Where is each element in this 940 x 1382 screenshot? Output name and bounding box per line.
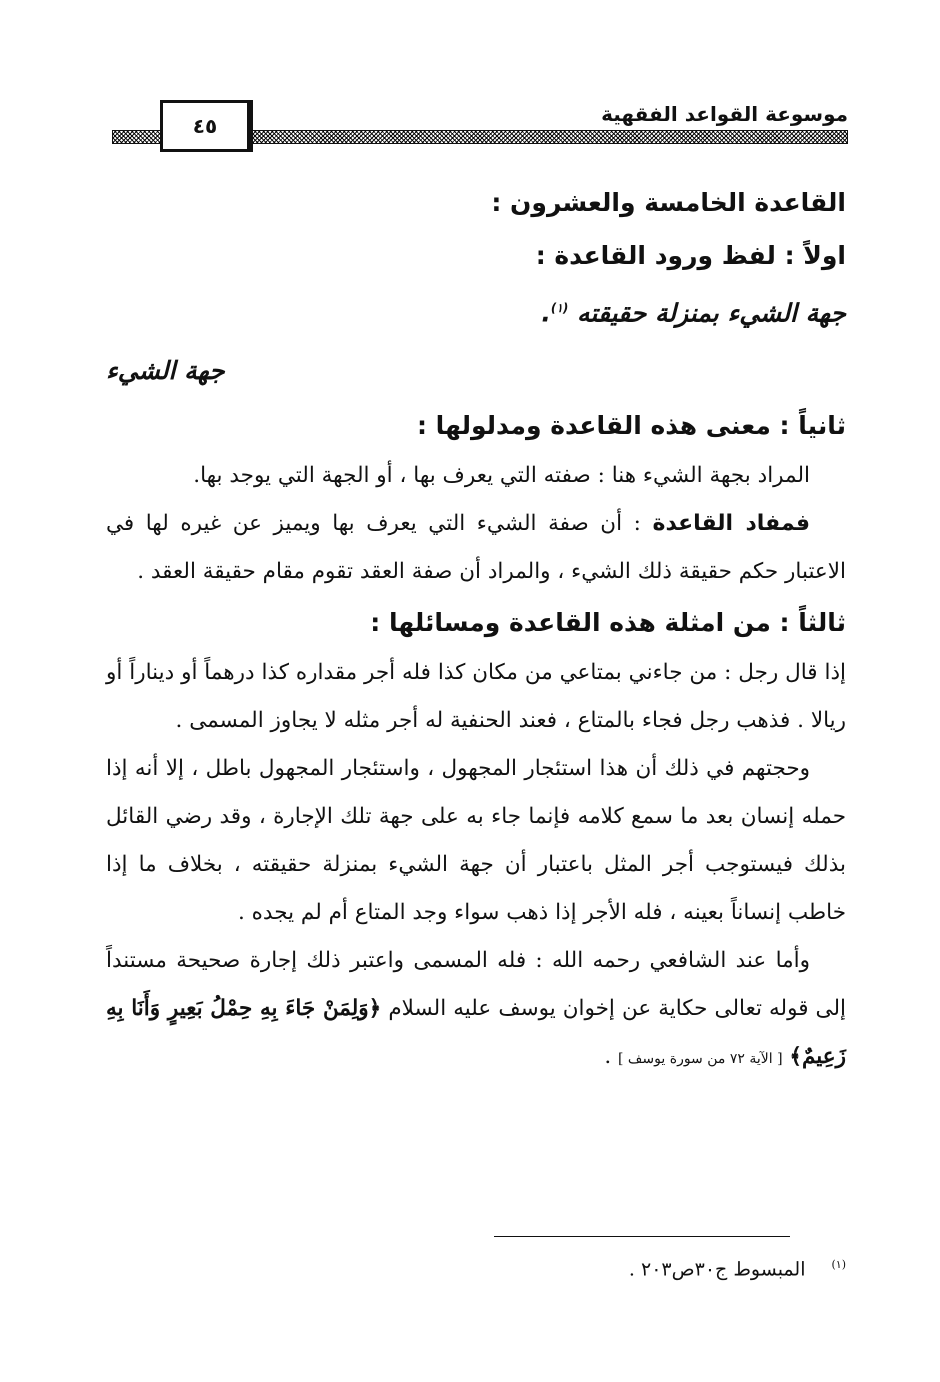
footnote-mark: (١) (831, 1258, 846, 1271)
section-heading-wording: اولاً : لفظ ورود القاعدة : (535, 241, 846, 270)
footnote-text: المبسوط ج٣٠ص٢٠٣ . (628, 1258, 806, 1281)
paragraph-example: إذا قال رجل : من جاءني بمتاعي من مكان كذا فله أجر مقداره كذا درهماً أو ديناراً أو ريالا . فذهب رجل فجاء بالمتاع ، فعند الحنفية له أجر مثله لا يجاوز المسمى . (106, 660, 846, 734)
side-heading: جهة الشيء (106, 356, 225, 386)
quran-verse: ﴿وَلِمَنْ جَاءَ بِهِ حِمْلُ بَعِيرٍ وَأَنَا بِهِ زَعِيمٌ﴾ (106, 996, 846, 1070)
rule-end: . (541, 298, 551, 328)
section-heading-examples: ثالثاً : من امثلة هذه القاعدة ومسائلها : (370, 608, 846, 638)
paragraph-purport (106, 500, 846, 596)
rule-text: جهة الشيء بمنزلة حقيقته (577, 298, 846, 328)
footnote-ref: (١) (550, 301, 569, 315)
shafii-text: وأما عند الشافعي رحمه الله : فله المسمى واعتبر ذلك إجارة صحيحة مستنداً إلى قوله تعالى حكاية عن إخوان يوسف عليه السلام (106, 948, 846, 1022)
page-header (112, 96, 848, 148)
section-heading-meaning: ثانياً : معنى هذه القاعدة ومدلولها : (416, 411, 846, 441)
footnote (629, 1258, 846, 1280)
paragraph-meaning: المراد بجهة الشيء هنا : صفته التي يعرف بها ، أو الجهة التي يوجد بها. (193, 463, 810, 489)
footnote-separator (494, 1236, 790, 1237)
quran-reference: [ الآية ٧٢ من سورة يوسف ] (618, 1051, 783, 1068)
rule-statement (106, 282, 846, 339)
page-number: ٤٥ (160, 100, 250, 152)
purport-text: : أن صفة الشيء التي يعرف بها ويميز عن غيره لها في الاعتبار حكم حقيقة ذلك الشيء ، والمراد أن صفة العقد تقوم مقام حقيقة العقد . (106, 511, 846, 585)
quran-end: . (604, 1044, 612, 1070)
paragraph-shafii (106, 937, 846, 1083)
purport-label: فمفاد القاعدة (652, 511, 810, 537)
paragraph-argument: وحجتهم في ذلك أن هذا استئجار المجهول ، واستئجار المجهول باطل ، إلا أنه إذا حمله إنسان بعد ما سمع كلامه فإنما جاء به على جهة تلك الإجارة ، وقد رضي القائل بذلك فيستوجب أجر المثل باعتبار أن جهة الشيء بمنزلة حقيقته ، بخلاف ما إذا خاطب إنساناً بعينه ، فله الأجر إذا ذهب سواء وجد المتاع أم لم يجده . (106, 756, 846, 926)
page-body (106, 176, 846, 1083)
rule-title: القاعدة الخامسة والعشرون : (491, 188, 846, 217)
book-title: موسوعة القواعد الفقهية (593, 102, 848, 126)
